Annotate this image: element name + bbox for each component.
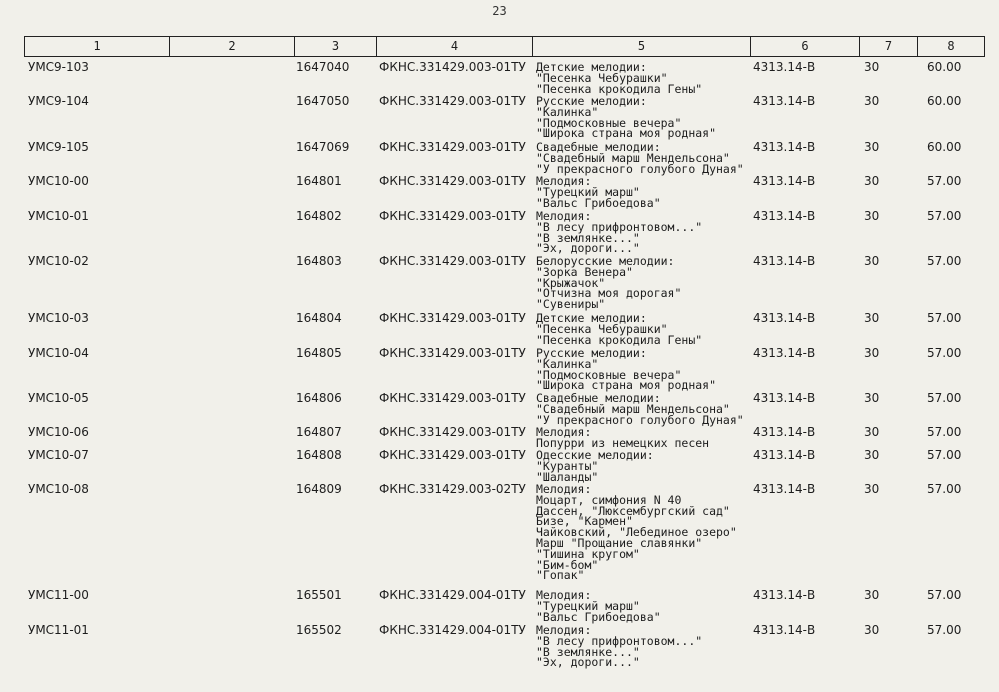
melody-line: "Крыжачок" — [536, 275, 606, 290]
melody-line: Мелодия: — [536, 588, 592, 602]
header-col-4: 4 — [377, 37, 533, 56]
cell-c4: ФКНС.331429.003-01ТУ — [379, 311, 526, 325]
header-col-5: 5 — [533, 37, 751, 56]
melody-line: "У прекрасного голубого Дуная" — [536, 412, 744, 427]
melody-line: "Турецкий марш" — [536, 184, 640, 199]
melody-line: "Бим-бом" — [536, 557, 599, 572]
melody-line: "Подмосковные вечера" — [536, 367, 682, 382]
cell-c8: 60.00 — [927, 94, 962, 108]
melody-line: "Вальс Грибоедова" — [536, 195, 661, 210]
cell-c1: УМС11-01 — [28, 623, 89, 637]
melody-line: "Куранты" — [536, 458, 599, 473]
melody-line: "Шаланды" — [536, 469, 599, 484]
cell-c1: УМС10-06 — [28, 425, 89, 439]
cell-c4: ФКНС.331429.003-01ТУ — [379, 209, 526, 223]
header-col-8: 8 — [947, 39, 955, 53]
cell-c6: 4313.14-В — [753, 623, 816, 637]
cell-c8: 57.00 — [927, 254, 962, 268]
cell-c8: 57.00 — [927, 482, 962, 496]
header-col-6: 6 — [751, 37, 860, 56]
cell-c5 — [536, 590, 661, 622]
melody-line: "Зорка Венера" — [536, 264, 633, 279]
cell-c3: 164801 — [296, 174, 342, 188]
cell-c1: УМС11-00 — [28, 588, 89, 602]
melody-line: Чайковский, "Лебединое озеро" — [536, 525, 737, 540]
melody-line: "Песенка Чебурашки" — [536, 70, 668, 85]
cell-c6: 4313.14-В — [753, 346, 816, 360]
cell-c3: 164802 — [296, 209, 342, 223]
melody-line: "В землянке..." — [536, 644, 640, 659]
cell-c1: УМС9-103 — [28, 60, 89, 74]
cell-c5 — [536, 313, 702, 345]
cell-c7: 30 — [864, 391, 880, 405]
cell-c3: 164806 — [296, 391, 342, 405]
cell-c8: 57.00 — [927, 391, 962, 405]
melody-line: Марш "Прощание славянки" — [536, 535, 703, 550]
melody-line: "Подмосковные вечера" — [536, 115, 682, 130]
cell-c1: УМС10-04 — [28, 346, 89, 360]
cell-c6: 4313.14-В — [753, 588, 816, 602]
melody-line: "Тишина кругом" — [536, 546, 640, 561]
page-number: 23 — [492, 4, 507, 18]
cell-c4: ФКНС.331429.003-01ТУ — [379, 391, 526, 405]
melody-line: "В лесу прифронтовом..." — [536, 219, 703, 234]
cell-c1: УМС10-01 — [28, 209, 89, 223]
cell-c3: 165501 — [296, 588, 342, 602]
melody-line: "Эх, дороги..." — [536, 241, 640, 256]
melody-line: "Калинка" — [536, 356, 599, 371]
cell-c4: ФКНС.331429.003-01ТУ — [379, 174, 526, 188]
melody-line: Дассен, "Люксембургский сад" — [536, 503, 730, 518]
melody-line: "Эх, дороги..." — [536, 655, 640, 670]
melody-line: "Вальс Грибоедова" — [536, 609, 661, 624]
cell-c4: ФКНС.331429.003-02ТУ — [379, 482, 526, 496]
melody-line: Свадебные мелодии: — [536, 391, 661, 405]
cell-c8: 57.00 — [927, 623, 962, 637]
cell-c7: 30 — [864, 482, 880, 496]
melody-line: "Песенка крокодила Гены" — [536, 81, 703, 96]
cell-c3: 164807 — [296, 425, 342, 439]
cell-c8: 57.00 — [927, 311, 962, 325]
cell-c3: 165502 — [296, 623, 342, 637]
cell-c6: 4313.14-В — [753, 425, 816, 439]
cell-c3: 164808 — [296, 448, 342, 462]
cell-c7: 30 — [864, 60, 880, 74]
cell-c4: ФКНС.331429.003-01ТУ — [379, 140, 526, 154]
melody-line: "В лесу прифронтовом..." — [536, 633, 703, 648]
melody-line: Русские мелодии: — [536, 346, 647, 360]
melody-line: Моцарт, симфония N 40 — [536, 492, 682, 507]
cell-c5 — [536, 62, 702, 94]
cell-c6: 4313.14-В — [753, 391, 816, 405]
cell-c6: 4313.14-В — [753, 94, 816, 108]
cell-c3: 1647050 — [296, 94, 350, 108]
cell-c7: 30 — [864, 425, 880, 439]
cell-c4: ФКНС.331429.003-01ТУ — [379, 425, 526, 439]
melody-line: Мелодия: — [536, 482, 592, 496]
cell-c5 — [536, 211, 702, 254]
header-col-7: 7 — [860, 37, 918, 56]
cell-c5 — [536, 393, 744, 425]
melody-line: "Свадебный марш Мендельсона" — [536, 401, 730, 416]
cell-c4: ФКНС.331429.004-01ТУ — [379, 623, 526, 637]
table-header — [24, 36, 985, 57]
melody-line: Бизе, "Кармен" — [536, 514, 633, 529]
cell-c8: 57.00 — [927, 588, 962, 602]
cell-c6: 4313.14-В — [753, 482, 816, 496]
melody-line: "Сувениры" — [536, 297, 606, 312]
cell-c4: ФКНС.331429.003-01ТУ — [379, 448, 526, 462]
cell-c8: 57.00 — [927, 448, 962, 462]
melody-line: "В землянке..." — [536, 230, 640, 245]
cell-c6: 4313.14-В — [753, 174, 816, 188]
melody-line: Мелодия: — [536, 209, 592, 223]
cell-c8: 57.00 — [927, 346, 962, 360]
melody-line: Белорусские мелодии: — [536, 254, 675, 268]
melody-line: "Отчизна моя дорогая" — [536, 286, 682, 301]
cell-c5 — [536, 348, 716, 391]
cell-c6: 4313.14-В — [753, 448, 816, 462]
cell-c5 — [536, 96, 716, 139]
cell-c8: 57.00 — [927, 174, 962, 188]
melody-line: "Свадебный марш Мендельсона" — [536, 150, 730, 165]
cell-c5 — [536, 176, 661, 208]
melody-line: Попурри из немецких песен — [536, 435, 710, 450]
cell-c3: 164803 — [296, 254, 342, 268]
cell-c6: 4313.14-В — [753, 140, 816, 154]
melody-line: Одесские мелодии: — [536, 448, 654, 462]
cell-c7: 30 — [864, 448, 880, 462]
cell-c1: УМС10-08 — [28, 482, 89, 496]
cell-c7: 30 — [864, 588, 880, 602]
cell-c1: УМС10-05 — [28, 391, 89, 405]
melody-line: Детские мелодии: — [536, 60, 647, 74]
melody-line: Свадебные мелодии: — [536, 140, 661, 154]
cell-c5 — [536, 625, 702, 668]
cell-c5 — [536, 142, 744, 174]
cell-c3: 1647040 — [296, 60, 350, 74]
cell-c6: 4313.14-В — [753, 254, 816, 268]
cell-c1: УМС10-00 — [28, 174, 89, 188]
melody-line: "Песенка Чебурашки" — [536, 321, 668, 336]
cell-c8: 57.00 — [927, 209, 962, 223]
cell-c8: 57.00 — [927, 425, 962, 439]
cell-c7: 30 — [864, 346, 880, 360]
cell-c4: ФКНС.331429.004-01ТУ — [379, 588, 526, 602]
cell-c8: 60.00 — [927, 140, 962, 154]
header-col-1: 1 — [25, 37, 170, 56]
cell-c1: УМС9-105 — [28, 140, 89, 154]
melody-line: "Широка страна моя родная" — [536, 126, 717, 141]
cell-c6: 4313.14-В — [753, 60, 816, 74]
cell-c8: 60.00 — [927, 60, 962, 74]
melody-line: "Турецкий марш" — [536, 598, 640, 613]
cell-c5 — [536, 484, 737, 581]
melody-line: "Широка страна моя родная" — [536, 378, 717, 393]
cell-c1: УМС10-03 — [28, 311, 89, 325]
cell-c7: 30 — [864, 174, 880, 188]
cell-c7: 30 — [864, 94, 880, 108]
melody-line: Мелодия: — [536, 623, 592, 637]
cell-c6: 4313.14-В — [753, 311, 816, 325]
cell-c5 — [536, 450, 654, 482]
cell-c4: ФКНС.331429.003-01ТУ — [379, 60, 526, 74]
cell-c5 — [536, 256, 681, 310]
header-col-3: 3 — [295, 37, 377, 56]
melody-line: "Песенка крокодила Гены" — [536, 332, 703, 347]
cell-c3: 164804 — [296, 311, 342, 325]
header-col-2: 2 — [170, 37, 295, 56]
melody-line: Мелодия: — [536, 174, 592, 188]
cell-c4: ФКНС.331429.003-01ТУ — [379, 254, 526, 268]
melody-line: "У прекрасного голубого Дуная" — [536, 161, 744, 176]
cell-c7: 30 — [864, 623, 880, 637]
melody-line: Русские мелодии: — [536, 94, 647, 108]
melody-line: Мелодия: — [536, 425, 592, 439]
cell-c1: УМС10-02 — [28, 254, 89, 268]
cell-c1: УМС10-07 — [28, 448, 89, 462]
cell-c7: 30 — [864, 140, 880, 154]
cell-c6: 4313.14-В — [753, 209, 816, 223]
cell-c1: УМС9-104 — [28, 94, 89, 108]
melody-line: Детские мелодии: — [536, 311, 647, 325]
cell-c3: 164805 — [296, 346, 342, 360]
cell-c7: 30 — [864, 311, 880, 325]
cell-c7: 30 — [864, 209, 880, 223]
melody-line: "Гопак" — [536, 568, 585, 583]
cell-c3: 164809 — [296, 482, 342, 496]
cell-c5 — [536, 427, 709, 449]
cell-c7: 30 — [864, 254, 880, 268]
cell-c4: ФКНС.331429.003-01ТУ — [379, 94, 526, 108]
cell-c3: 1647069 — [296, 140, 350, 154]
melody-line: "Калинка" — [536, 104, 599, 119]
cell-c4: ФКНС.331429.003-01ТУ — [379, 346, 526, 360]
